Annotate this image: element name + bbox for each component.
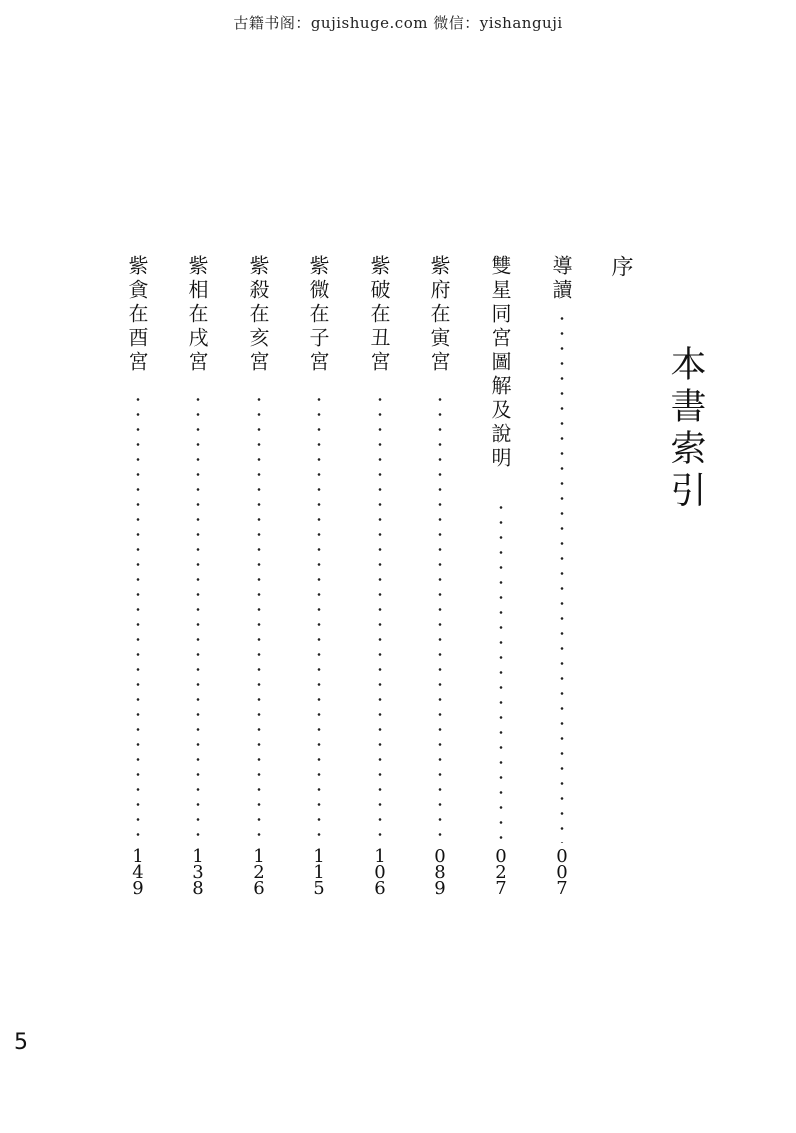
toc-entry-title: 紫殺在亥宮 [246,255,270,375]
index-title: 本書索引 [665,345,706,513]
toc-leader-dots [136,392,140,843]
page-digit: 6 [374,878,386,899]
toc-page-number [128,846,148,899]
toc-leader-dots [317,392,321,843]
page-digit: 1 [132,846,144,867]
page-digit: 1 [313,846,325,867]
page-digit: 3 [192,862,204,883]
page-digit: 1 [374,846,386,867]
toc-page-number [188,846,208,899]
toc-entry-title: 紫貪在酉宮 [125,255,149,375]
page-digit: 1 [313,862,325,883]
toc-page-number [491,846,511,899]
toc-entry-title: 紫府在寅宮 [427,255,451,375]
toc-leader-dots [560,311,564,843]
toc-entry [245,255,273,915]
page-digit: 8 [192,878,204,899]
toc-page-number [309,846,329,899]
toc-entry [305,255,333,915]
page-digit: 9 [132,878,144,899]
toc-entry-title: 雙星同宮圖解及說明 [488,255,512,471]
toc-entry [548,255,576,915]
page-digit: 9 [434,878,446,899]
toc-leader-dots [499,500,503,843]
page-digit: 0 [556,846,568,867]
page-number: 5 [14,1030,28,1055]
page-digit: 0 [556,862,568,883]
page-digit: 2 [253,862,265,883]
toc-entry [426,255,454,915]
toc-leader-dots [257,392,261,843]
toc-entry-title: 紫微在子宮 [306,255,330,375]
preface-label: 序 [608,255,633,277]
toc-page-number [249,846,269,899]
toc-leader-dots [438,392,442,843]
toc-entry [124,255,152,915]
page-digit: 8 [434,862,446,883]
page-digit: 2 [495,862,507,883]
toc-leader-dots [378,392,382,843]
page-digit: 0 [495,846,507,867]
toc-page-number [370,846,390,899]
page-digit: 5 [313,878,325,899]
page-digit: 7 [556,878,568,899]
page-digit: 7 [495,878,507,899]
page-digit: 0 [434,846,446,867]
toc-page-number [552,846,572,899]
toc-entry-title: 紫破在丑宮 [367,255,391,375]
toc-leader-dots [196,392,200,843]
toc-page-number [430,846,450,899]
page-digit: 0 [374,862,386,883]
toc-entry [184,255,212,915]
page-digit: 1 [192,846,204,867]
page-digit: 1 [253,846,265,867]
watermark-text: 古籍书阁：gujishuge.com 微信：yishanguji [233,14,563,32]
toc-entry [366,255,394,915]
table-of-contents [0,255,796,935]
toc-entry-title: 紫相在戌宮 [185,255,209,375]
toc-entry [487,255,515,915]
page-digit: 4 [132,862,144,883]
page-digit: 6 [253,878,265,899]
toc-entry-title: 導讀 [549,255,573,303]
